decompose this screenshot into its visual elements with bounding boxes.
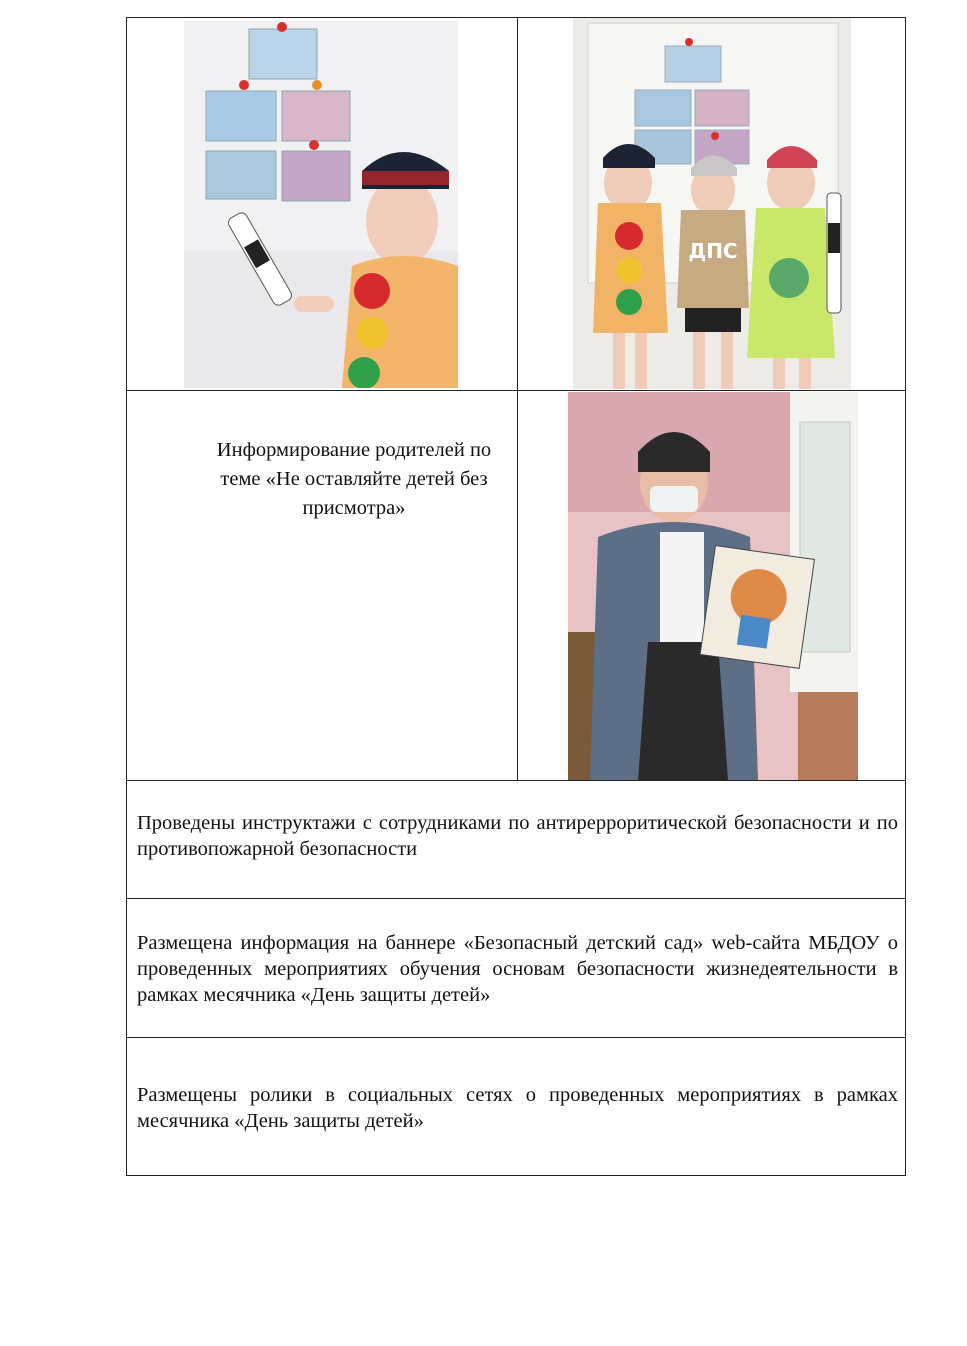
row-text-instructions: Проведены инструктажи с сотрудниками по антирерроритической безопасности и по противопожарной безопасности (137, 812, 898, 860)
report-table (126, 17, 906, 1176)
row-text-banner-info: Размещена информация на баннере «Безопасный детский сад» web-сайта МБДОУ о проведенных мероприятиях обучения основам безопасности жизнедеятельности в рамках месячника «День защиты детей» (137, 932, 898, 1006)
row-divider (127, 1037, 905, 1038)
row-divider (127, 780, 905, 781)
photo-parent-with-booklet (568, 392, 858, 780)
row-text-social-videos: Размещены ролики в социальных сетях о проведенных мероприятиях в рамках месячника «День защиты детей» (137, 1084, 898, 1132)
parent-info-caption: Информирование родителей по теме «Не оставляйте детей без присмотра» (216, 439, 492, 519)
costume-label-dps: ДПС (688, 239, 738, 263)
photo-children-in-costumes (573, 18, 851, 389)
row-divider (127, 898, 905, 899)
column-divider (517, 18, 518, 780)
photo-girl-traffic-light-costume (184, 21, 458, 388)
row-divider (127, 390, 905, 391)
